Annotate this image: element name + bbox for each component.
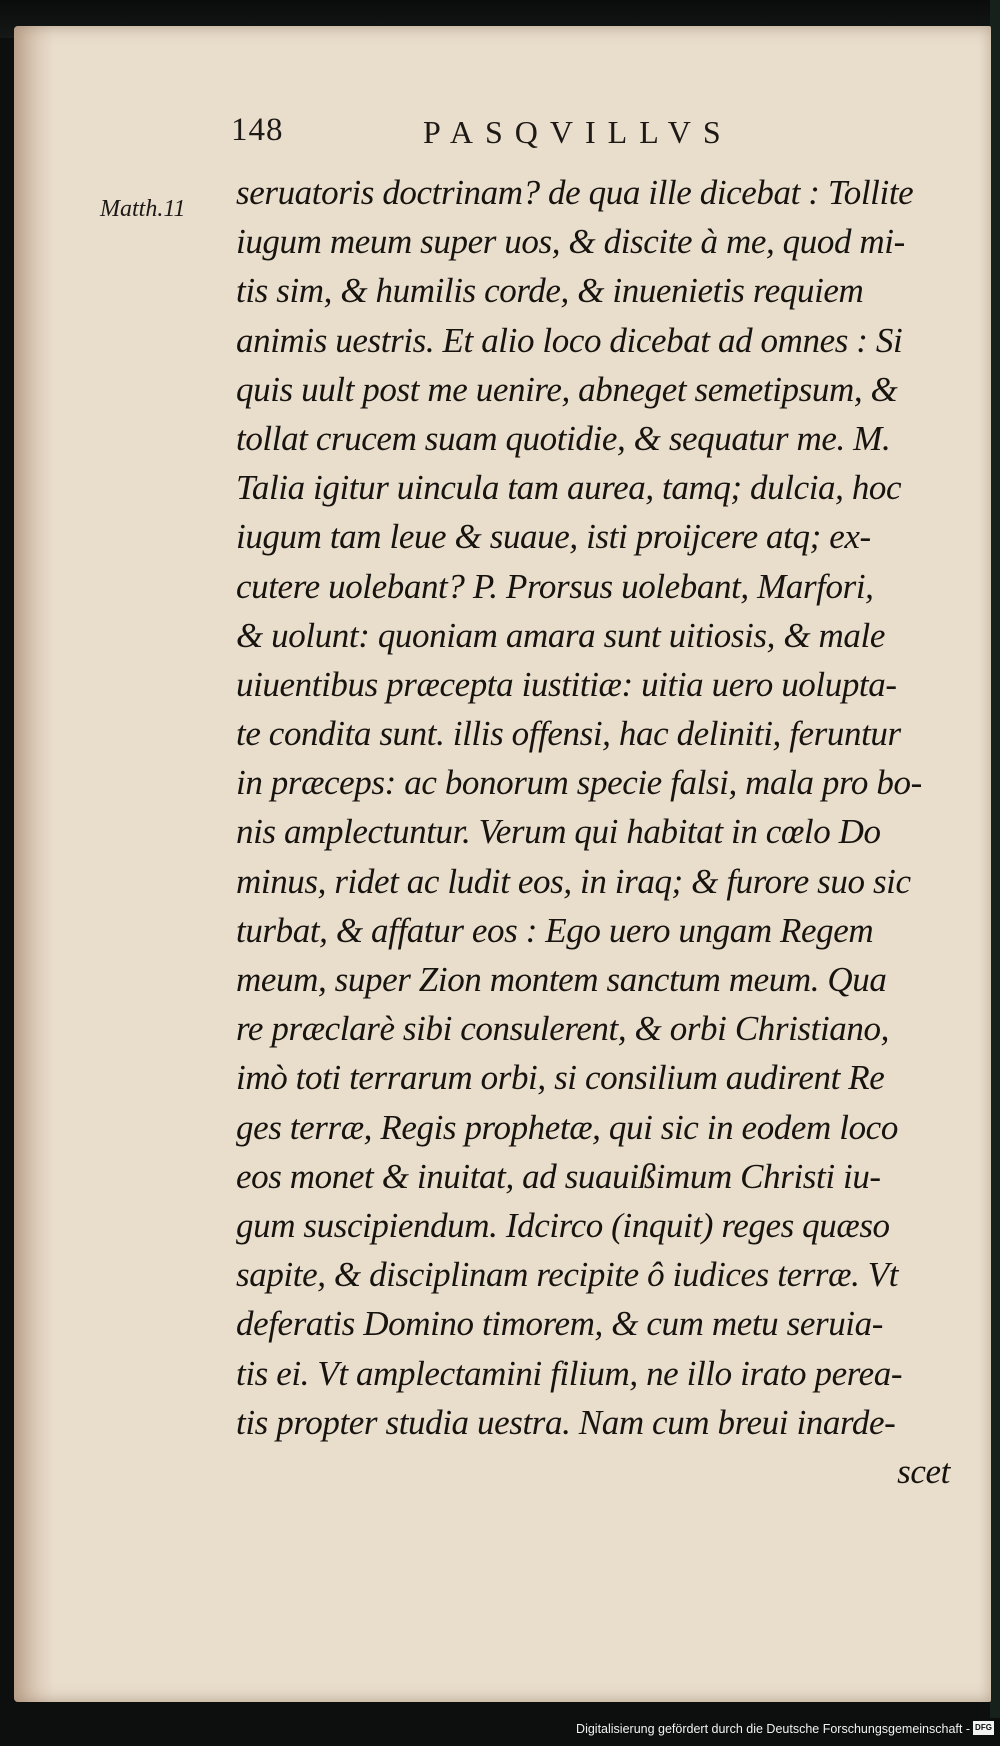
text-line: gum suscipiendum. Idcirco (inquit) reges quæso — [236, 1205, 890, 1245]
text-line: minus, ridet ac ludit eos, in iraq; & furore suo sic — [236, 861, 911, 901]
text-line: seruatoris doctrinam? de qua ille dicebat : Tollite — [236, 173, 914, 212]
catchword: scet — [897, 1451, 950, 1491]
dfg-logo: DFG — [973, 1721, 994, 1735]
text-line: iugum tam leue & suaue, isti proijcere atq; ex- — [236, 517, 871, 557]
text-line: iugum meum super uos, & discite à me, quod mi- — [236, 222, 905, 262]
marginal-note: Matth.11 — [100, 196, 186, 222]
text-line: in præceps: ac bonorum specie falsi, mala pro bo- — [236, 763, 922, 803]
text-line: meum, super Zion montem sanctum meum. Qua — [236, 960, 887, 999]
text-line: animis uestris. Et alio loco dicebat ad omnes : Si — [236, 320, 903, 360]
text-line: imò toti terrarum orbi, si consilium audirent Re — [236, 1058, 885, 1098]
text-line: cutere uolebant? P. Prorsus uolebant, Marfori, — [236, 566, 874, 606]
text-line: ges terræ, Regis prophetæ, qui sic in eodem loco — [236, 1107, 898, 1147]
text-line: te condita sunt. illis offensi, hac deliniti, feruntur — [236, 714, 901, 754]
text-line: re præclarè sibi consulerent, & orbi Christiano, — [236, 1009, 889, 1049]
text-line: tis propter studia uestra. Nam cum breui inarde- — [236, 1402, 896, 1442]
body-text — [236, 168, 956, 1496]
digitization-credit: Digitalisierung gefördert durch die Deutsche Forschungsgemeinschaft - — [576, 1722, 970, 1736]
footer-bar — [0, 1718, 1000, 1746]
text-line: eos monet & inuitat, ad suauißimum Christi iu- — [236, 1156, 881, 1196]
page-header — [215, 112, 835, 156]
text-line: tis sim, & humilis corde, & inuenietis requiem — [236, 271, 864, 311]
book-cover-right-edge — [990, 0, 1000, 1746]
page-number: 148 — [231, 112, 284, 148]
text-line: sapite, & disciplinam recipite ô iudices terræ. Vt — [236, 1255, 899, 1295]
text-line: tis ei. Vt amplectamini filium, ne illo irato perea- — [236, 1353, 903, 1393]
text-line: turbat, & affatur eos : Ego uero ungam Regem — [236, 910, 874, 950]
text-line: deferatis Domino timorem, & cum metu seruia- — [236, 1304, 883, 1344]
text-line: & uolunt: quoniam amara sunt uitiosis, & male — [236, 615, 885, 655]
text-line: Talia igitur uincula tam aurea, tamq; dulcia, hoc — [236, 468, 902, 508]
running-head: PASQVILLVS — [423, 114, 733, 150]
text-line: tollat crucem suam quotidie, & sequatur me. M. — [236, 418, 891, 458]
page-gutter-shadow — [14, 26, 54, 1702]
text-line: uiuentibus præcepta iustitiæ: uitia uero uolupta- — [236, 664, 897, 704]
text-line: nis amplectuntur. Verum qui habitat in cœlo Do — [236, 812, 881, 852]
text-line: quis uult post me uenire, abneget semetipsum, & — [236, 369, 898, 409]
